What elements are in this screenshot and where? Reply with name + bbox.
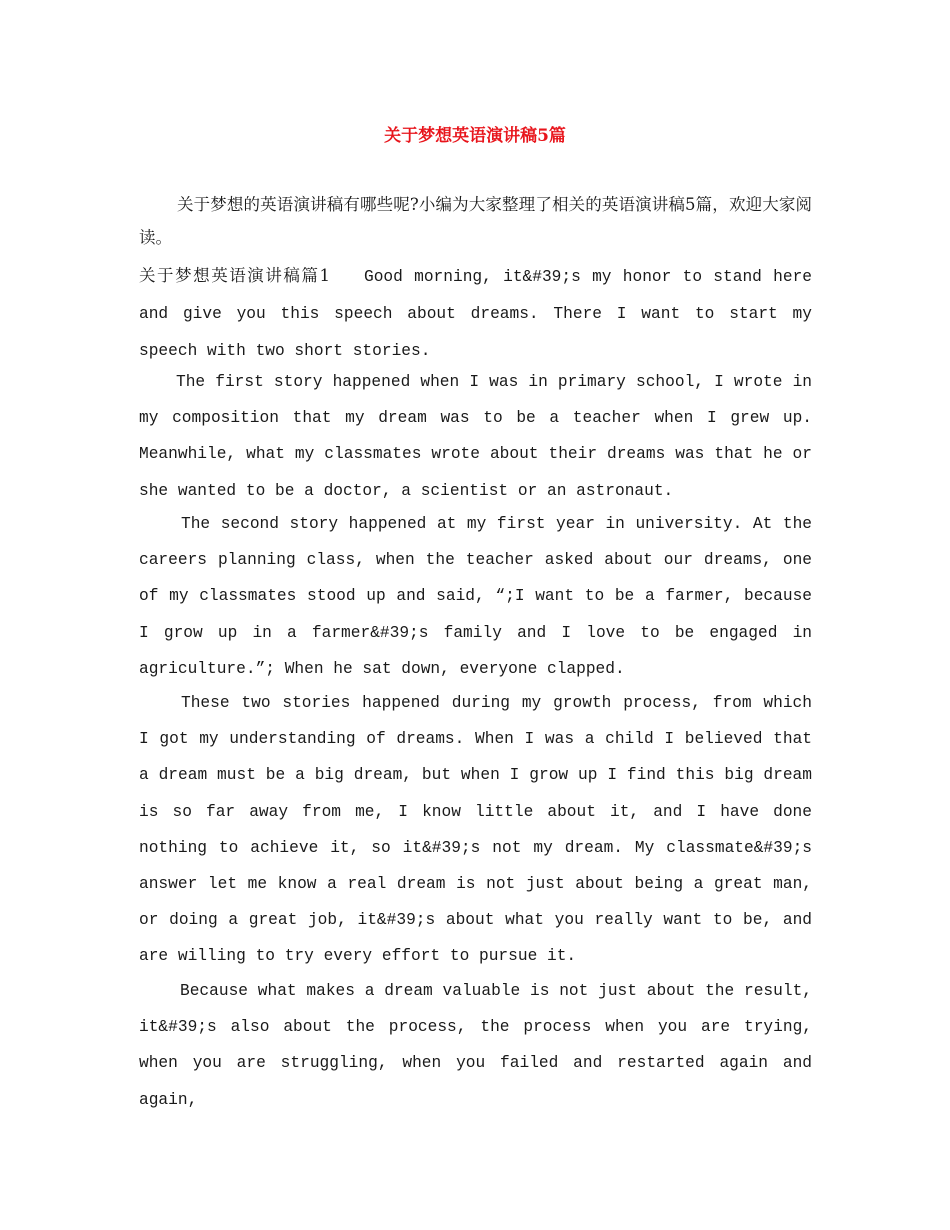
speech-paragraph-5: Because what makes a dream valuable is not just about the result, it&#39;s also about the process, the process when you are trying, when you are struggling, when you failed and restarted again and again, <box>139 982 812 1109</box>
intro-paragraph: 关于梦想的英语演讲稿有哪些呢?小编为大家整理了相关的英语演讲稿5篇，欢迎大家阅读。 <box>139 195 812 247</box>
speech-paragraph-4: These two stories happened during my growth process, from which I got my understanding of dreams. When I was a child I believed that a dream must be a big dream, but when I grow up I find this big dream is so far away from me, I know little about it, and I have done nothing to achieve it, so it&#39;s not my dream. My classmate&#39;s answer let me know a real dream is not just about being a great man, or doing a great job, it&#39;s about what you really want to be, and are willing to try every effort to pursue it. <box>139 694 812 966</box>
speech-paragraph-2: The first story happened when I was in primary school, I wrote in my composition that my dream was to be a teacher when I grew up. Meanwhile, what my classmates wrote about their dreams was that he or she wanted to be a doctor, a scientist or an astronaut. <box>139 373 812 500</box>
speech-paragraph-1 <box>139 258 812 370</box>
paragraph-text: Good morning, it&#39;s my honor to stand here and give you this speech about dreams. There I want to start my speech with two short stories. <box>139 268 812 361</box>
speech-paragraph-3: The second story happened at my first year in university. At the careers planning class, when the teacher asked about our dreams, one of my classmates stood up and said, “;I want to be a farmer, because I grow up in a farmer&#39;s family and I love to be engaged in agriculture.”; When he sat down, everyone clapped. <box>139 515 812 678</box>
speech-label: 关于梦想英语演讲稿篇1 <box>139 266 331 285</box>
document-title: 关于梦想英语演讲稿5篇 <box>384 126 566 146</box>
